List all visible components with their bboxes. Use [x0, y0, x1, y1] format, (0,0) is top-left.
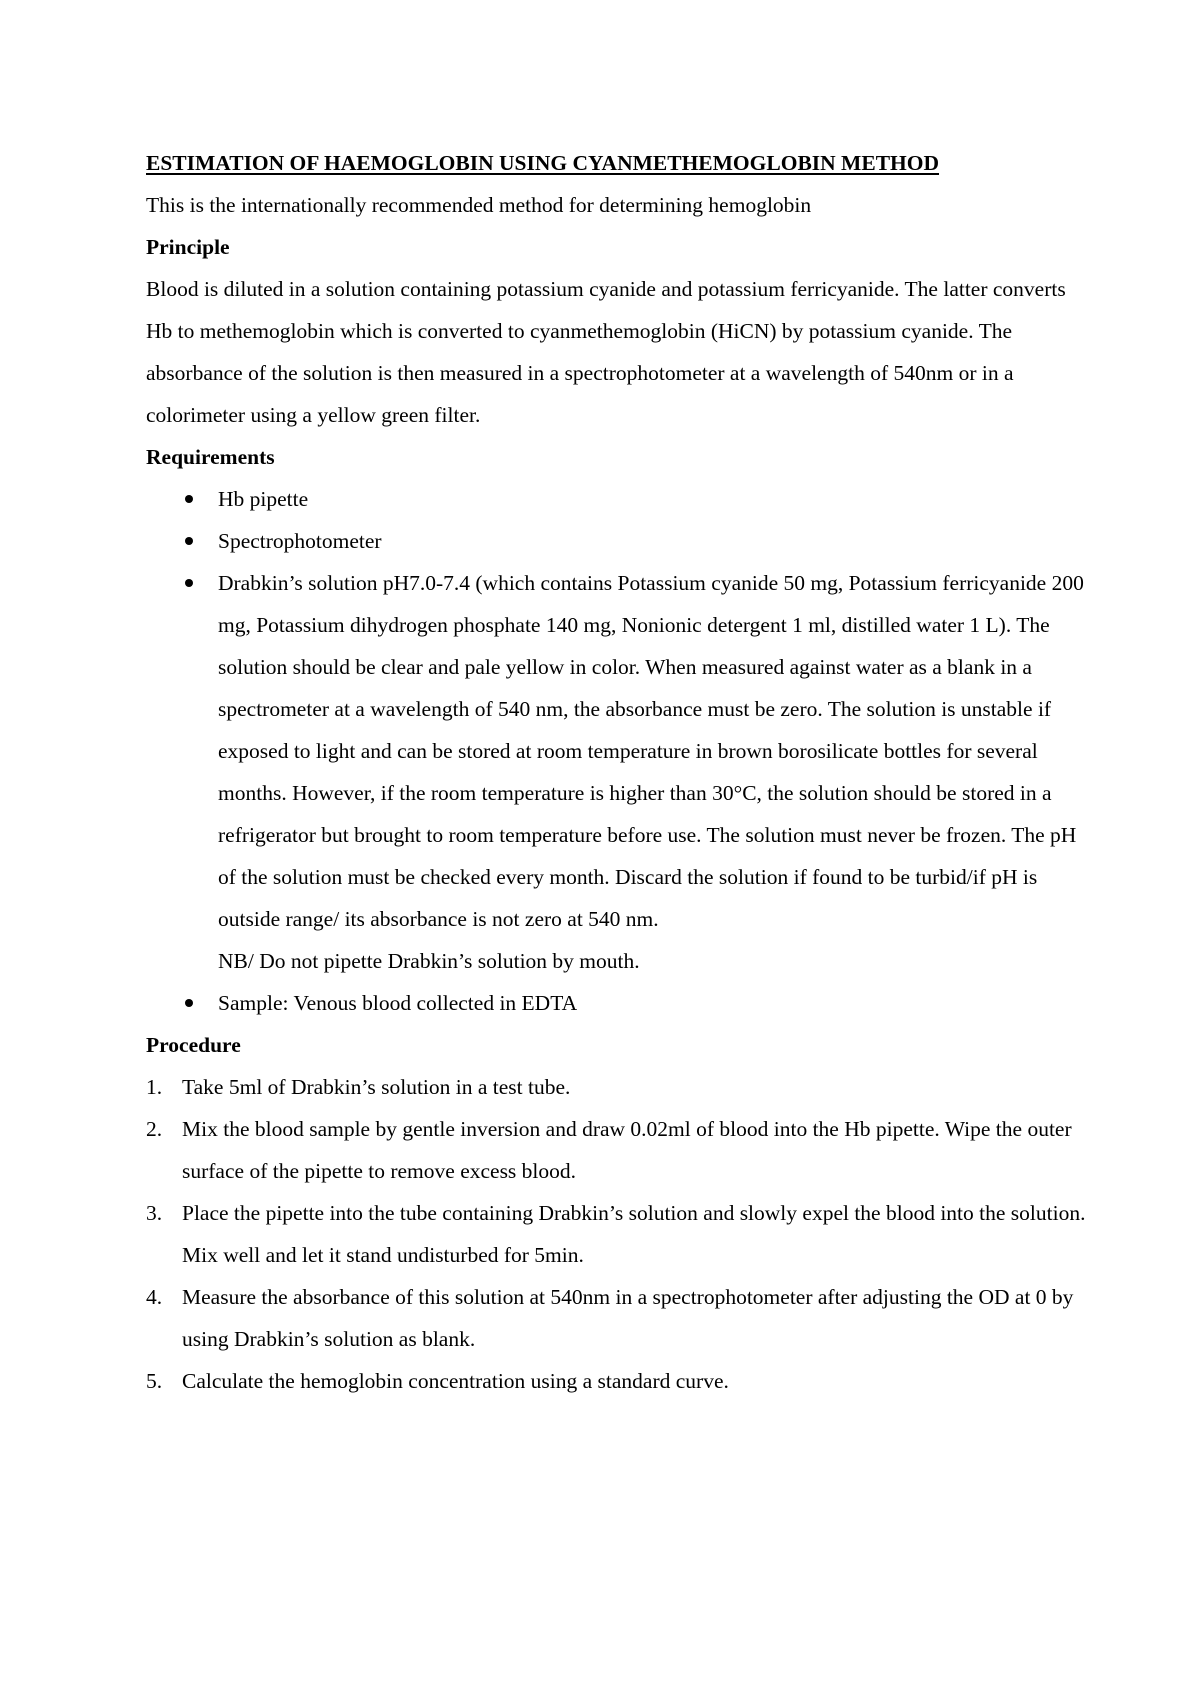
- requirement-item: [218, 982, 1086, 1024]
- step-number: 2.: [146, 1117, 163, 1141]
- document-title: ESTIMATION OF HAEMOGLOBIN USING CYANMETHEMOGLOBIN METHOD: [146, 151, 940, 175]
- bullet-icon: [185, 999, 193, 1007]
- procedure-step: [146, 1108, 1086, 1192]
- requirement-text: Drabkin’s solution pH7.0-7.4 (which contains Potassium cyanide 50 mg, Potassium ferricyanide 200 mg, Potassium dihydrogen phosphate 140 mg, Nonionic detergent 1 ml, distilled water 1 L). The solution should be clear and pale yellow in color. When measured against water as a blank in a spectrometer at a wavelength of 540 nm, the absorbance must be zero. The solution is unstable if exposed to light and can be stored at room temperature in brown borosilicate bottles for several months. However, if the room temperature is higher than 30°C, the solution should be stored in a refrigerator but brought to room temperature before use. The solution must never be frozen. The pH of the solution must be checked every month. Discard the solution if found to be turbid/if pH is outside range/ its absorbance is not zero at 540 nm.: [218, 571, 1084, 931]
- bullet-icon: [185, 579, 193, 587]
- procedure-heading: Procedure: [146, 1033, 241, 1057]
- procedure-list: [146, 1066, 1086, 1402]
- step-text: Take 5ml of Drabkin’s solution in a test tube.: [182, 1075, 571, 1099]
- step-text: Place the pipette into the tube containing Drabkin’s solution and slowly expel the blood into the solution. Mix well and let it stand undisturbed for 5min.: [182, 1201, 1086, 1267]
- requirement-item: [218, 562, 1086, 982]
- requirement-text: Sample: Venous blood collected in EDTA: [218, 991, 578, 1015]
- document-page: [146, 142, 1086, 1402]
- step-number: 3.: [146, 1201, 163, 1225]
- procedure-step: [146, 1360, 1086, 1402]
- principle-heading: Principle: [146, 235, 230, 259]
- procedure-step: [146, 1192, 1086, 1276]
- procedure-step: [146, 1276, 1086, 1360]
- step-number: 5.: [146, 1369, 163, 1393]
- requirement-item: [218, 520, 1086, 562]
- requirements-heading: Requirements: [146, 445, 275, 469]
- step-text: Calculate the hemoglobin concentration using a standard curve.: [182, 1369, 729, 1393]
- principle-text: Blood is diluted in a solution containing potassium cyanide and potassium ferricyanide. The latter converts Hb to methemoglobin which is converted to cyanmethemoglobin (HiCN) by potassium cyanide. The absorbance of the solution is then measured in a spectrophotometer at a wavelength of 540nm or in a colorimeter using a yellow green filter.: [146, 277, 1066, 427]
- nb-note: NB/ Do not pipette Drabkin’s solution by mouth.: [218, 949, 640, 973]
- procedure-step: [146, 1066, 1086, 1108]
- intro-text: This is the internationally recommended method for determining hemoglobin: [146, 193, 812, 217]
- step-number: 1.: [146, 1075, 163, 1099]
- requirement-text: Spectrophotometer: [218, 529, 382, 553]
- step-text: Measure the absorbance of this solution at 540nm in a spectrophotometer after adjusting the OD at 0 by using Drabkin’s solution as blank.: [182, 1285, 1074, 1351]
- bullet-icon: [185, 537, 193, 545]
- requirements-list: [146, 478, 1086, 1024]
- requirement-text: Hb pipette: [218, 487, 309, 511]
- requirement-item: [218, 478, 1086, 520]
- bullet-icon: [185, 495, 193, 503]
- step-number: 4.: [146, 1285, 163, 1309]
- step-text: Mix the blood sample by gentle inversion and draw 0.02ml of blood into the Hb pipette. Wipe the outer surface of the pipette to remove excess blood.: [182, 1117, 1072, 1183]
